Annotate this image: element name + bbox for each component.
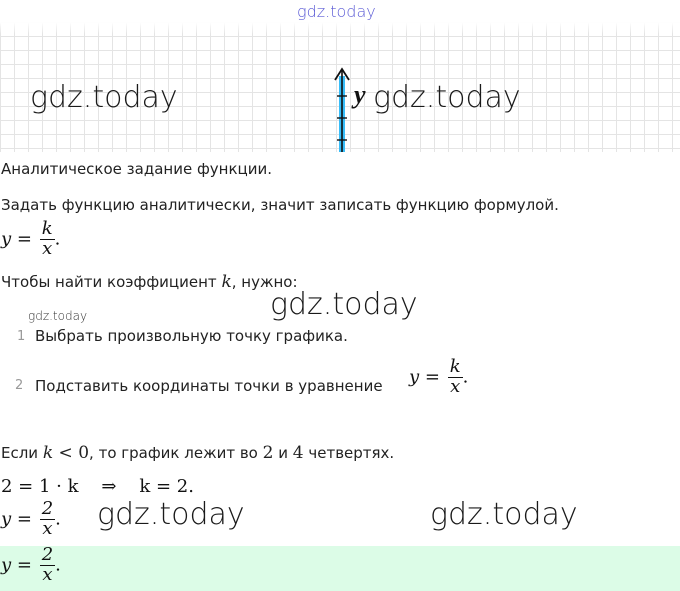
- formula-end: .: [55, 508, 61, 530]
- fraction: [40, 500, 55, 539]
- fraction: [448, 358, 463, 397]
- graph-paper-fade: [0, 22, 680, 34]
- fraction-numerator: 2: [41, 544, 54, 565]
- list-item-text: [35, 377, 383, 395]
- fraction-denominator: x: [450, 375, 461, 397]
- answer-highlight: [0, 546, 680, 591]
- condition-zero: 0: [78, 443, 90, 463]
- condition-op: <: [53, 443, 79, 463]
- formula-lhs: y =: [409, 366, 440, 388]
- list-item-number: 2: [15, 378, 24, 393]
- condition-then: , то график лежит во: [89, 444, 263, 462]
- formula-end: .: [462, 366, 469, 388]
- section-title: Аналитическое задание функции.: [1, 160, 272, 178]
- formula-lhs: y =: [1, 554, 32, 576]
- condition-q4: 4: [292, 443, 304, 463]
- watermark-top: gdz.today: [297, 2, 376, 21]
- definition-text: Задать функцию аналитически, значит записать функцию формулой.: [1, 196, 559, 214]
- y-axis-label: y: [354, 80, 366, 109]
- condition-q2: 2: [262, 443, 274, 463]
- fraction-numerator: k: [449, 356, 461, 377]
- fraction: [40, 220, 55, 259]
- step2-formula: [409, 358, 468, 397]
- condition-text: [1, 443, 394, 463]
- equation-k-equals-2: 2 = 1 · k ⇒ k = 2.: [1, 476, 194, 497]
- list-item-text: Выбрать произвольную точку графика.: [35, 327, 348, 345]
- fraction-numerator: k: [41, 218, 53, 239]
- watermark-big-right: gdz.today: [373, 80, 521, 115]
- formula-end: .: [54, 228, 61, 250]
- find-k-var: k: [221, 272, 232, 292]
- y-axis-arrow: [333, 66, 351, 152]
- watermark-mid: gdz.today: [270, 287, 418, 322]
- fraction: [40, 546, 55, 585]
- step2-text: Подставить координаты точки в уравнение: [35, 377, 383, 395]
- formula-end: .: [55, 554, 61, 576]
- find-k-before: Чтобы найти коэффициент: [1, 273, 222, 291]
- answer-formula: [1, 546, 61, 585]
- fraction-denominator: x: [42, 563, 53, 585]
- condition-and: и: [273, 444, 293, 462]
- condition-tail: четвертях.: [303, 444, 395, 462]
- formula-lhs: y =: [1, 228, 32, 250]
- fraction-denominator: x: [42, 517, 53, 539]
- fraction-numerator: 2: [41, 498, 54, 519]
- watermark-bottom-left: gdz.today: [97, 497, 245, 532]
- find-k-text: [1, 272, 298, 292]
- formula-y-2-over-x: [1, 500, 61, 539]
- list-item-number: 1: [17, 329, 26, 344]
- find-k-after: , нужно:: [231, 273, 298, 291]
- fraction-denominator: x: [42, 237, 53, 259]
- watermark-big-left: gdz.today: [30, 80, 178, 115]
- watermark-bottom-right: gdz.today: [430, 497, 578, 532]
- condition-k: k: [42, 443, 54, 463]
- condition-if: Если: [1, 444, 43, 462]
- watermark-small: gdz.today: [28, 309, 88, 323]
- formula-y-k-over-x: [1, 220, 60, 259]
- formula-lhs: y =: [1, 508, 32, 530]
